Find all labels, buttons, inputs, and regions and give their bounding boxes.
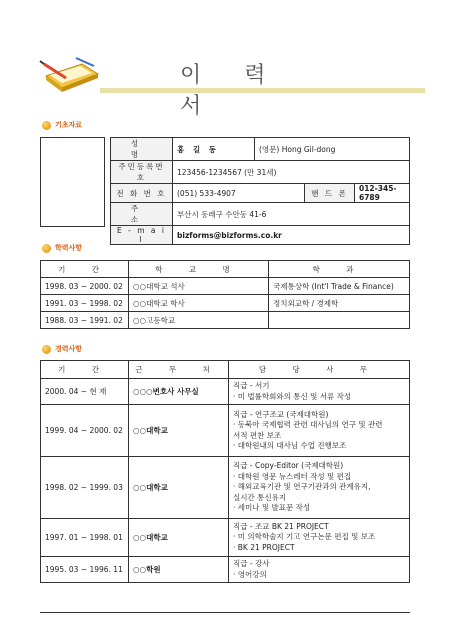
table-row (41, 405, 410, 457)
career-duties (229, 457, 410, 519)
table-row (41, 278, 410, 295)
section-education-label: 학력사항 (55, 244, 83, 252)
table-row (41, 457, 410, 519)
edu-school: ○○고등학교 (129, 312, 269, 329)
table-row (41, 379, 410, 405)
duty-line: · 대학원 영문 뉴스레터 작성 및 편집 (233, 471, 352, 481)
career-period: 1998. 02 ~ 1999. 03 (41, 457, 129, 519)
table-row (41, 295, 410, 312)
edu-major (269, 312, 410, 329)
duty-line: · 영어강의 (233, 569, 267, 579)
career-duties (229, 519, 410, 557)
edu-school: ○○대학교 석사 (129, 278, 269, 295)
edu-period: 1991. 03 ~ 1998. 02 (41, 295, 129, 312)
id-label: 주민등록번호 (111, 161, 173, 184)
section-basic (42, 120, 82, 130)
edu-period: 1988. 03 ~ 1991. 02 (41, 312, 129, 329)
career-org: ○○대학교 (129, 405, 229, 457)
career-duties (229, 405, 410, 457)
edu-header-school: 학 교 명 (129, 261, 269, 278)
duty-line: · 미 법률학회와의 통신 및 서류 작성 (233, 391, 352, 401)
edu-period: 1998. 03 ~ 2000. 02 (41, 278, 129, 295)
english-name: (영문) Hong Gil-dong (255, 138, 410, 161)
career-table (40, 360, 410, 583)
bullet-icon (42, 244, 51, 253)
duty-line: · 동북아 국제협력 관련 대사님의 연구 및 관련 (233, 420, 383, 429)
mobile-label: 핸 드 폰 (305, 184, 355, 203)
table-row (41, 519, 410, 557)
edu-major: 국제통상학 (Int'l Trade & Finance) (269, 278, 410, 295)
career-org: ○○○변호사 사무실 (129, 379, 229, 405)
table-row (41, 557, 410, 583)
email-label: E - m a i l (111, 226, 173, 245)
duty-line: · 미 의학학술지 기고 연구논문 편집 및 보조 (233, 532, 376, 542)
career-org: ○○대학교 (129, 457, 229, 519)
address-value: 부산시 동래구 수안동 41-6 (173, 203, 410, 226)
career-period: 2000. 04 ~ 현 재 (41, 379, 129, 405)
career-org: ○○학원 (129, 557, 229, 583)
photo-box[interactable] (40, 137, 105, 227)
duty-line: 실시간 통신유지 (233, 492, 287, 502)
career-org: ○○대학교 (129, 519, 229, 557)
career-header-duties: 담 당 사 무 (229, 361, 410, 379)
page-title: 이 력 서 (180, 63, 284, 119)
email-value: bizforms@bizforms.co.kr (173, 226, 410, 245)
duty-line: 직급 - 연구조교 (국제대학원) (233, 409, 329, 419)
duty-line: 직급 - Copy-Editor (국제대학원) (233, 461, 344, 471)
phone-label: 전 화 번 호 (111, 184, 173, 203)
edu-header-period: 기 간 (41, 261, 129, 278)
section-career-label: 경력사항 (55, 345, 83, 353)
name-value: 홍 길 동 (173, 138, 255, 161)
edu-school: ○○대학교 학사 (129, 295, 269, 312)
career-period: 1995. 03 ~ 1996. 11 (41, 557, 129, 583)
duty-line: · BK 21 PROJECT (233, 542, 295, 552)
mobile-value: 012-345-6789 (355, 184, 410, 203)
basic-info-table (110, 137, 410, 245)
duty-line: · 대학원내의 대사님 수업 진행보조 (233, 441, 347, 450)
career-period: 1997. 01 ~ 1998. 01 (41, 519, 129, 557)
address-label: 주 소 (111, 203, 173, 226)
id-value: 123456-1234567 (만 31세) (173, 161, 410, 184)
table-row (41, 312, 410, 329)
bottom-rule (40, 612, 410, 613)
book-pencil-icon (36, 50, 104, 96)
career-header-period: 기 간 (41, 361, 129, 379)
duty-line: 직급 - 조교 BK 21 PROJECT (233, 521, 329, 531)
career-header-org: 근 무 처 (129, 361, 229, 379)
education-table (40, 260, 410, 329)
duty-line: 직급 - 서기 (233, 381, 270, 390)
name-label: 성 명 (111, 138, 173, 161)
duty-line: · 해외교육기관 및 연구기관과의 관계유지, (233, 482, 371, 492)
section-education (42, 243, 82, 253)
bullet-icon (42, 345, 51, 354)
career-period: 1999. 04 ~ 2000. 02 (41, 405, 129, 457)
duty-line: 직급 - 강사 (233, 559, 270, 568)
edu-major: 정치외교학 / 경제학 (269, 295, 410, 312)
edu-header-major: 학 과 (269, 261, 410, 278)
bullet-icon (42, 121, 51, 130)
phone-value: (051) 533-4907 (173, 184, 305, 203)
career-duties (229, 379, 410, 405)
duty-line: · 세미나 및 발표문 작성 (233, 503, 311, 513)
section-basic-label: 기초자료 (55, 121, 83, 129)
duty-line: 서적 편찬 보조 (233, 430, 282, 440)
section-career (42, 344, 82, 354)
career-duties (229, 557, 410, 583)
